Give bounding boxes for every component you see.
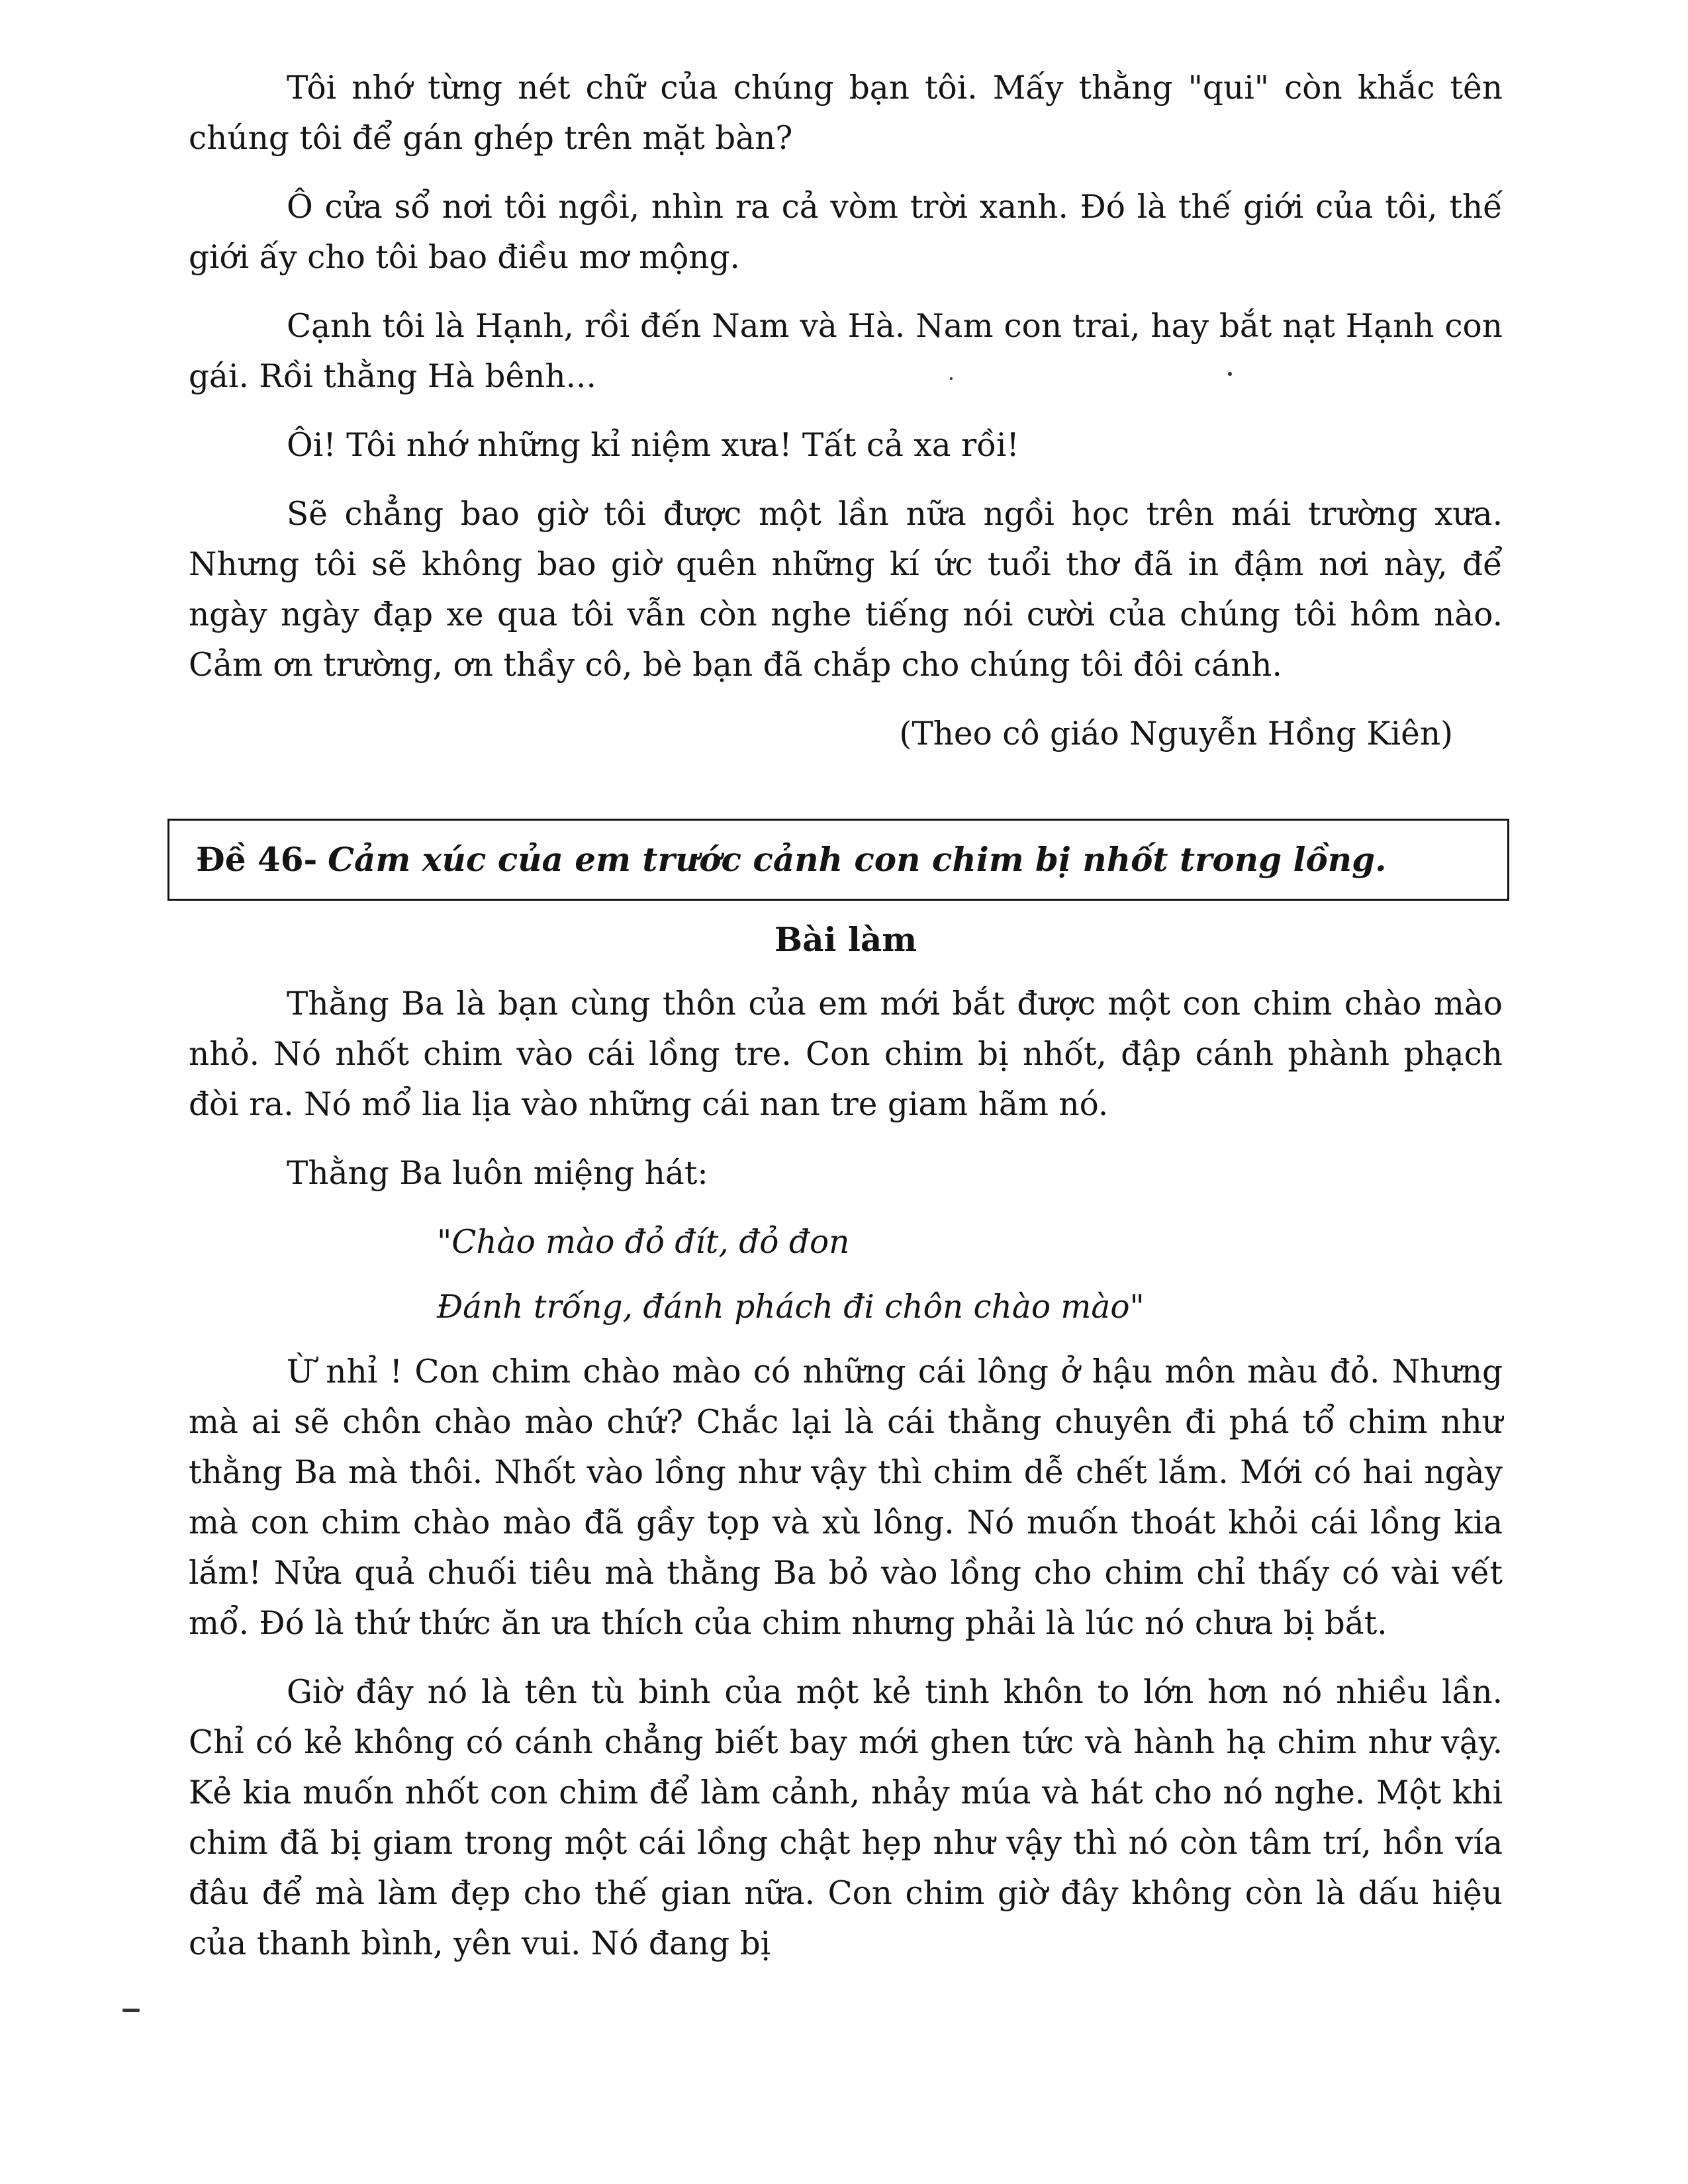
paragraph: Thằng Ba luôn miệng hát: [287, 1155, 708, 1192]
topic-box [167, 819, 1509, 901]
topic-number: Đề 46- [196, 840, 318, 879]
paragraph: Tôi nhớ từng nét chữ của chúng bạn tôi. Mấy thằng "qui" còn khắc tên chúng tôi để gán ghép trên mặt bàn? [189, 69, 1503, 157]
essay-heading: Bài làm [774, 920, 917, 959]
topic-title: Cảm xúc của em trước cảnh con chim bị nhốt trong lồng. [328, 840, 1387, 879]
verse-line: "Chào mào đỏ đít, đỏ đon [437, 1224, 850, 1261]
scan-speck [122, 2009, 140, 2012]
paragraph: Thằng Ba là bạn cùng thôn của em mới bắt được một con chim chào mào nhỏ. Nó nhốt chim vào cái lồng tre. Con chim bị nhốt, đập cánh phành phạch đòi ra. Nó mổ lia lịa vào những cái nan tre giam hãm nó. [189, 985, 1503, 1123]
verse-line: Đánh trống, đánh phách đi chôn chào mào" [437, 1289, 1145, 1326]
scan-speck [1228, 372, 1232, 376]
scan-speck [950, 377, 953, 380]
paragraph: Cạnh tôi là Hạnh, rồi đến Nam và Hà. Nam con trai, hay bắt nạt Hạnh con gái. Rồi thằng Hà bênh... [189, 308, 1503, 395]
paragraph: Ừ nhỉ ! Con chim chào mào có những cái lông ở hậu môn màu đỏ. Nhưng mà ai sẽ chôn chào mào chứ? Chắc lại là cái thằng chuyên đi phá tổ chim như thằng Ba mà thôi. Nhốt vào lồng như vậy thì chim dễ chết lắm. Mới có hai ngày mà con chim chào mào đã gầy tọp và xù lông. Nó muốn thoát khỏi cái lồng kia lắm! Nửa quả chuối tiêu mà thằng Ba bỏ vào lồng cho chim chỉ thấy có vài vết mổ. Đó là thứ thức ăn ưa thích của chim nhưng phải là lúc nó chưa bị bắt. [189, 1353, 1503, 1642]
paragraph: Giờ đây nó là tên tù binh của một kẻ tinh khôn to lớn hơn nó nhiều lần. Chỉ có kẻ không có cánh chẳng biết bay mới ghen tức và hành hạ chim như vậy. Kẻ kia muốn nhốt con chim để làm cảnh, nhảy múa và hát cho nó nghe. Một khi chim đã bị giam trong một cái lồng chật hẹp như vậy thì nó còn tâm trí, hồn vía đâu để mà làm đẹp cho thế gian nữa. Con chim giờ đây không còn là dấu hiệu của thanh bình, yên vui. Nó đang bị [189, 1674, 1503, 1962]
source-credit: (Theo cô giáo Nguyễn Hồng Kiên) [899, 715, 1453, 752]
paragraph: Sẽ chẳng bao giờ tôi được một lần nữa ngồi học trên mái trường xưa. Nhưng tôi sẽ không bao giờ quên những kí ức tuổi thơ đã in đậm nơi này, để ngày ngày đạp xe qua tôi vẫn còn nghe tiếng nói cười của chúng tôi hôm nào. Cảm ơn trường, ơn thầy cô, bè bạn đã chắp cho chúng tôi đôi cánh. [189, 496, 1503, 684]
paragraph: Ôi! Tôi nhớ những kỉ niệm xưa! Tất cả xa rồi! [287, 427, 1019, 464]
paragraph: Ô cửa sổ nơi tôi ngồi, nhìn ra cả vòm trời xanh. Đó là thế giới của tôi, thế giới ấy cho tôi bao điều mơ mộng. [189, 189, 1503, 276]
document-page [189, 63, 1503, 1987]
